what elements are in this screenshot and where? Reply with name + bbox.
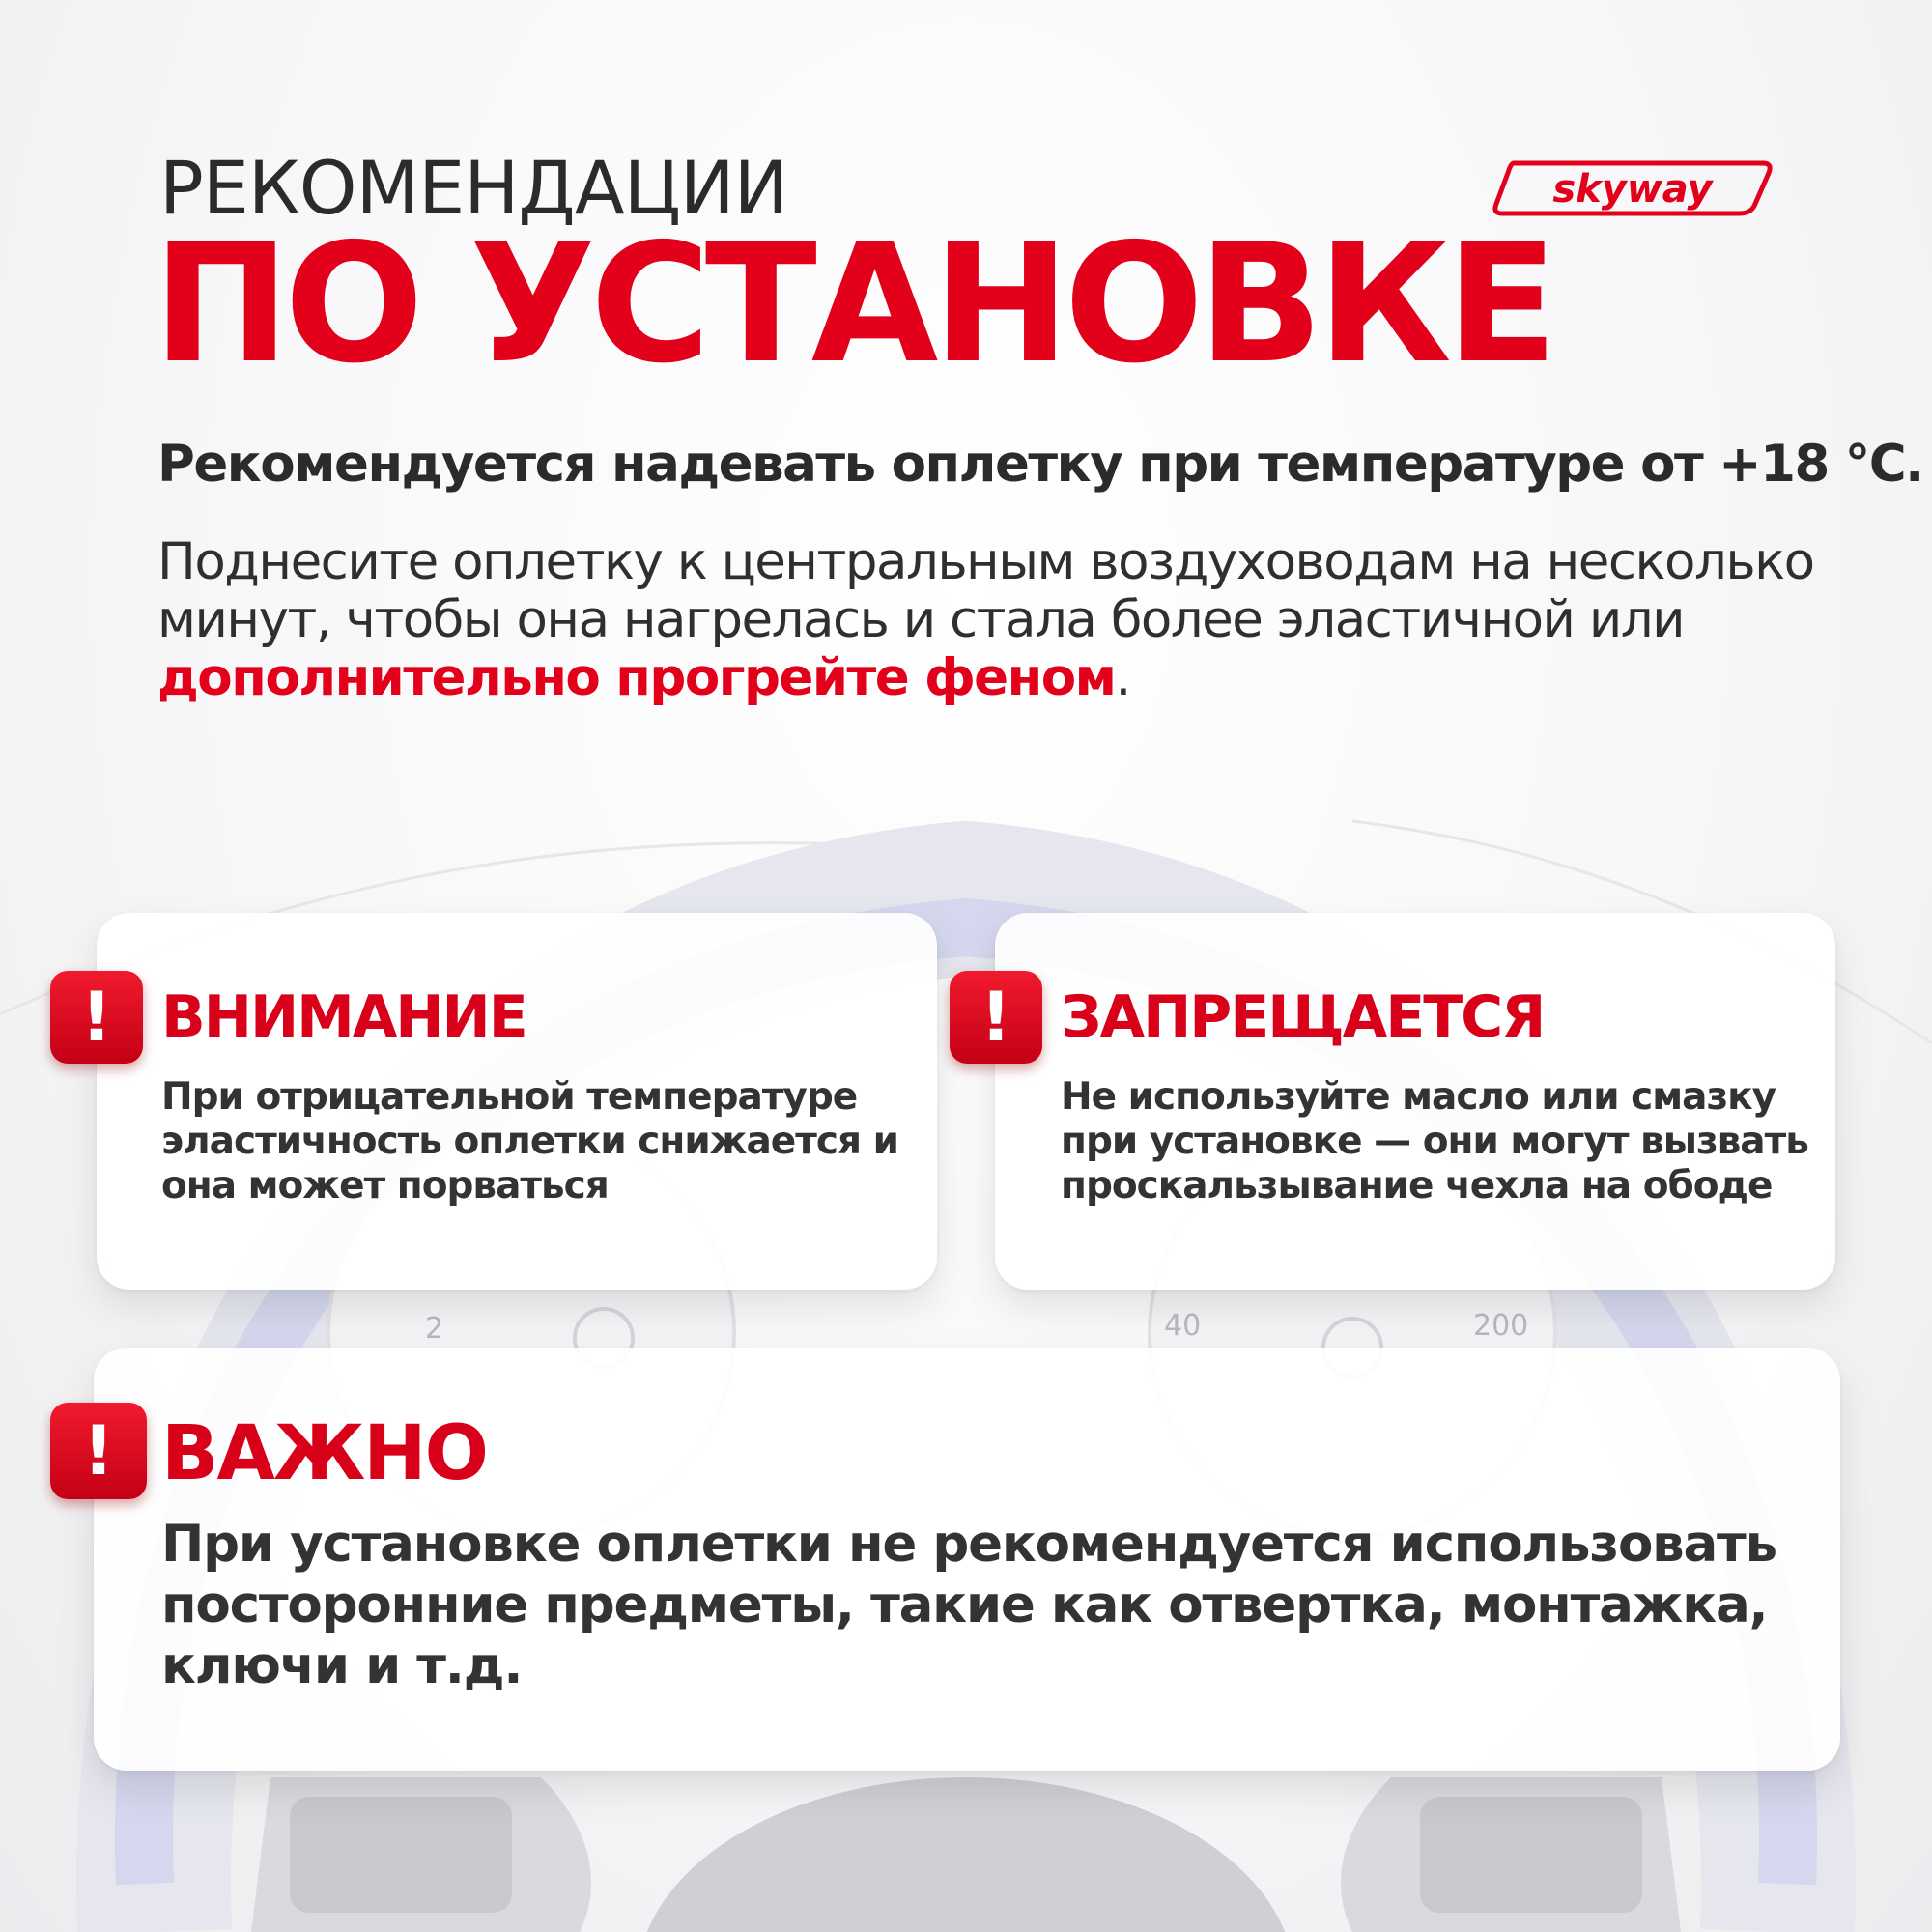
forbidden-title: ЗАПРЕЩАЕТСЯ xyxy=(1061,983,1545,1051)
important-text: При установке оплетки не рекомендуется использовать посторонние предметы, такие как отвертка, монтажка, ключи и т.д. xyxy=(161,1515,1776,1695)
skyway-logo xyxy=(1492,159,1773,217)
exclamation-icon: ! xyxy=(50,1403,147,1499)
svg-text:skyway: skyway xyxy=(1552,167,1713,212)
intro-paragraph xyxy=(157,533,1819,707)
intro-lead: Рекомендуется надевать оплетку при температуре от +18 °С. xyxy=(157,435,1923,494)
gauge-number-40: 40 xyxy=(1164,1309,1202,1343)
exclamation-icon: ! xyxy=(950,971,1042,1064)
attention-title: ВНИМАНИЕ xyxy=(161,983,526,1051)
attention-text: При отрицательной температуре эластичность оплетки снижается и она может порваться xyxy=(161,1075,898,1208)
gauge-number-200: 200 xyxy=(1473,1309,1529,1343)
exclamation-icon: ! xyxy=(50,971,143,1064)
intro-paragraph-highlight: дополнительно прогрейте феном xyxy=(157,648,1116,707)
gauge-number-2: 2 xyxy=(425,1312,444,1346)
intro-paragraph-end: . xyxy=(1115,648,1130,707)
title-big: ПО УСТАНОВКЕ xyxy=(153,209,1552,400)
forbidden-text: Не используйте масло или смазку при установке — они могут вызвать проскальзывание чехла на ободе xyxy=(1061,1075,1808,1208)
intro-paragraph-text: Поднесите оплетку к центральным воздуховодам на несколько минут, чтобы она нагрелась и стала более эластичной или xyxy=(157,532,1814,649)
important-title: ВАЖНО xyxy=(161,1410,487,1497)
title-small: РЕКОМЕНДАЦИИ xyxy=(159,145,788,231)
